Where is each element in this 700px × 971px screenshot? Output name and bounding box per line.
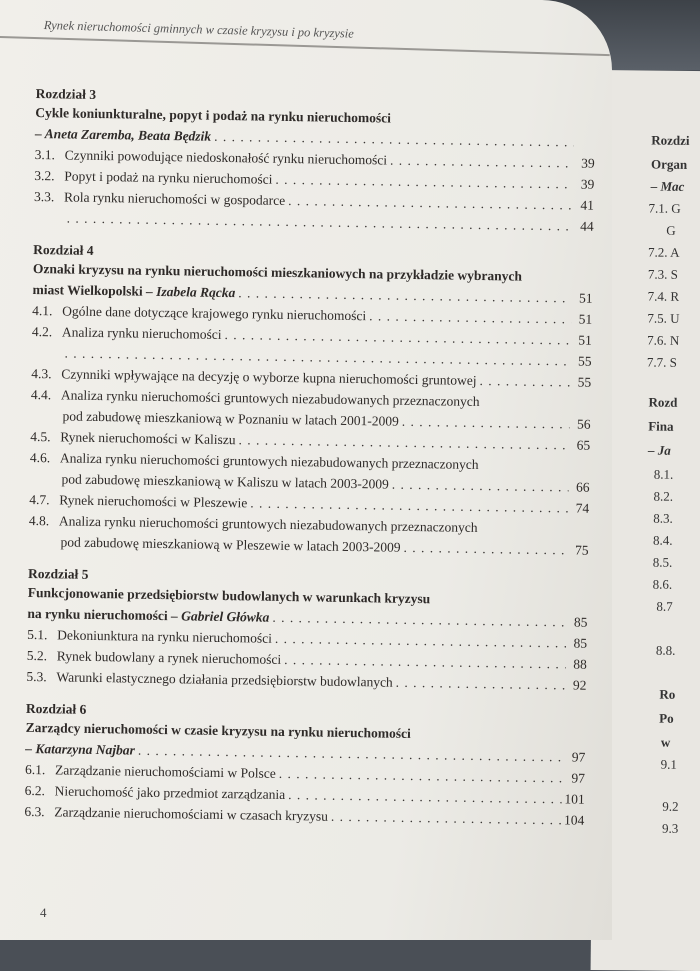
dot-leader	[403, 537, 567, 561]
toc-entry: 4.2. Analiza rynku nieruchomości . . . 51	[32, 321, 592, 351]
toc-entry-cont: pod zabudowę mieszkaniową w Kaliszu w latach 2003-2009 . . . 66	[29, 468, 589, 498]
right-fragment: 8.3.	[653, 511, 673, 527]
toc-entry: 5.1. Dekoniunktura na rynku nieruchomości . . . 85	[27, 624, 587, 654]
right-fragment: 8.7	[656, 599, 672, 615]
right-fragment: 7.1. G	[648, 201, 680, 217]
right-fragment: 7.4. R	[648, 289, 680, 305]
page-number: 75	[570, 539, 588, 560]
right-fragment: Po	[659, 711, 674, 727]
chapter-author-line: na rynku nieruchomości – Gabriel Główka . . . 85	[27, 603, 587, 633]
right-fragment: G	[666, 223, 676, 239]
chapter-5	[26, 564, 588, 696]
toc-entry: 4.5. Rynek nieruchomości w Kaliszu . . . 65	[30, 426, 590, 456]
right-fragment: 7.3. S	[648, 267, 678, 283]
right-fragment: 7.6. N	[647, 333, 679, 349]
page-number: 74	[571, 497, 589, 518]
chapter-title: Cykle koniunkturalne, popyt i podaż na rynku nieruchomości	[35, 103, 595, 132]
right-fragment: 7.5. U	[647, 311, 679, 327]
right-fragment: Rozdzi	[651, 133, 689, 149]
running-head: Rynek nieruchomości gminnych w czasie kryzysu i po kryzysie	[44, 18, 354, 42]
page-number: 85	[569, 611, 587, 632]
toc-entry: 5.3. Warunki elastycznego działania przedsiębiorstw budowlanych . . . 92	[26, 666, 586, 696]
page-number: 41	[576, 194, 594, 215]
toc-entry: 5.2. Rynek budowlany a rynek nieruchomości . . . 88	[27, 645, 587, 675]
right-fragment: Rozd	[648, 395, 677, 411]
right-fragment: w	[661, 735, 671, 751]
page-number: 92	[568, 674, 586, 695]
chapter-title: Oznaki kryzysu na rynku nieruchomości mieszkaniowych na przykładzie wybranych	[33, 259, 593, 288]
chapter-author-line: miast Wielkopolski – Izabela Rącka . . . 51	[32, 279, 592, 309]
dot-leader	[402, 411, 570, 435]
chapter-author: – Gabriel Główka	[171, 608, 269, 625]
right-fragment: Organ	[651, 157, 687, 173]
toc-entry: 4.7. Rynek nieruchomości w Pleszewie . . . 74	[29, 489, 589, 519]
right-fragment: 8.1.	[654, 467, 674, 483]
chapter-author: – Aneta Zaremba, Beata Będzik	[35, 126, 211, 144]
toc-entry: 6.1. Zarządzanie nieruchomościami w Polsce . . . 97	[25, 759, 585, 789]
chapter-title: Zarządcy nieruchomości w czasie kryzysu na rynku nieruchomości	[26, 718, 586, 747]
page-number: 39	[576, 174, 594, 195]
table-of-contents	[24, 72, 596, 831]
page-number: 55	[573, 371, 591, 392]
toc-entry: 4.3. Czynniki wpływające na decyzję o wyborze kupna nieruchomości gruntowej . . . 55	[31, 363, 591, 393]
right-fragment: 7.7. S	[647, 355, 677, 371]
page-number: 51	[574, 308, 592, 329]
toc-entry-cont: pod zabudowę mieszkaniową w Pleszewie w latach 2003-2009 . . . 75	[28, 531, 588, 561]
dot-leader	[396, 672, 566, 696]
dot-leader	[390, 150, 574, 174]
toc-entry-multiline: 4.4. Analiza rynku nieruchomości gruntowych niezabudowanych przeznaczonych	[31, 384, 591, 414]
right-fragment: 8.2.	[653, 489, 673, 505]
page-number: 56	[572, 413, 590, 434]
toc-entry: 6.3. Zarządzanie nieruchomościami w czasach kryzysu . . . 104	[24, 801, 584, 831]
right-fragment: 8.8.	[656, 643, 676, 659]
chapter-label: Rozdział 4	[33, 240, 593, 268]
page-number: 39	[576, 153, 594, 174]
chapter-author: – Izabela Rącka	[146, 284, 235, 300]
page-number: 44	[575, 215, 593, 236]
chapter-6	[24, 699, 586, 831]
right-fragment: 8.6.	[653, 577, 673, 593]
chapter-author: – Katarzyna Najbar	[25, 741, 135, 758]
right-fragment: – Mac	[651, 179, 685, 195]
page-number: 85	[569, 632, 587, 653]
toc-entry: 3.2. Popyt i podaż na rynku nieruchomości . . . 39	[34, 165, 594, 195]
right-fragment: 9.3	[662, 821, 678, 837]
right-fragment: 9.2	[662, 799, 678, 815]
page-number: 65	[572, 434, 590, 455]
dot-leader	[479, 370, 570, 392]
chapter-label: Rozdział 5	[28, 564, 588, 592]
right-fragment: 7.2. A	[648, 245, 680, 261]
page-number: 66	[571, 476, 589, 497]
toc-entry-multiline: 4.8. Analiza rynku nieruchomości gruntowych niezabudowanych przeznaczonych	[29, 510, 589, 540]
right-fragment: – Ja	[648, 443, 671, 459]
page-number: 97	[567, 746, 585, 767]
toc-entry: 6.2. Nieruchomość jako przedmiot zarządzania . . . 101	[25, 780, 585, 810]
page-number-footer: 4	[40, 905, 47, 921]
dot-leader	[392, 474, 569, 498]
right-fragment: 8.5.	[653, 555, 673, 571]
page-number: 51	[574, 287, 592, 308]
toc-entry-cont: pod zabudowę mieszkaniową w Poznaniu w latach 2001-2009 . . . 56	[30, 405, 590, 435]
page-number: 101	[564, 788, 585, 809]
page-number: 55	[573, 350, 591, 371]
right-fragment: Fina	[648, 419, 673, 435]
page-number: 97	[567, 767, 585, 788]
toc-entry: 4.1. Ogólne dane dotyczące krajowego rynku nieruchomości . . . 51	[32, 300, 592, 330]
right-fragment: 8.4.	[653, 533, 673, 549]
page-number: 51	[574, 329, 592, 350]
chapter-title: Funkcjonowanie przedsiębiorstw budowlanych w warunkach kryzysu	[28, 583, 588, 612]
right-fragment: Ro	[659, 687, 675, 703]
dot-leader	[331, 806, 561, 831]
page-number: 88	[569, 653, 587, 674]
toc-entry: 3.1. Czynniki powodujące niedoskonałość rynku nieruchomości . . . 39	[35, 144, 595, 174]
chapter-4	[28, 240, 593, 561]
right-fragment: 9.1	[661, 757, 677, 773]
chapter-3	[34, 84, 596, 237]
toc-entry: 3.3. Rola rynku nieruchomości w gospodarce . . . 41	[34, 186, 594, 216]
chapter-label: Rozdział 3	[36, 84, 596, 112]
dot-leader	[288, 784, 562, 809]
toc-entry-multiline: 4.6. Analiza rynku nieruchomości gruntowych niezabudowanych przeznaczonych	[30, 447, 590, 477]
page-number: 104	[564, 809, 585, 830]
chapter-label: Rozdział 6	[26, 699, 586, 727]
